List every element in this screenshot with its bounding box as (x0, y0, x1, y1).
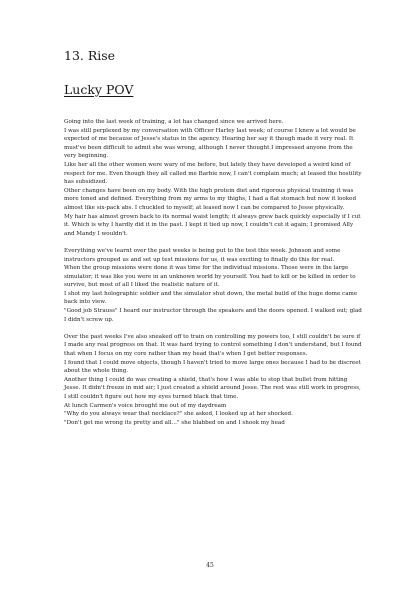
chapter-title: 13. Rise (64, 48, 116, 63)
paragraph: "Don't get me wrong its pretty and all..." she blabbed on and I shook my head (64, 419, 285, 426)
paragraph: I found that I could move objects, though I haven't tried to move large ones because I had to be discreet about the whole thing. (64, 359, 361, 375)
paragraph: Other changes have been on my body. With the high protein diet and rigorous physical training it was more toned and defined. Everything from my arms to my thighs, I had a flat stomach but now it looked almost like six-pack abs. I chuckled to myself; at leased now I can be compared to Jesse physically. (64, 187, 357, 211)
paragraph-break (64, 238, 364, 247)
paragraph: Going into the last week of training, a lot has changed since we arrived here. (64, 119, 284, 125)
paragraph: Over the past weeks I've also sneaked off to train on controlling my powers too, I still couldn't be sure if I made any real progress on that. It was hard trying to control something I don't understand, but I found that when I focus on my core rather than my head that's when I get better responses. (64, 333, 362, 358)
paragraph: My hair has almost grown back to its normal waist length; it always grew back quickly especially if I cut it. Which is why I hardly did it in the past. I kept it tied up now, I couldn't cut it again; I promised Ally and Mandy I wouldn't. (64, 213, 361, 237)
paragraph: I shot my last holographic soldier and the simulator shut down, the metal build of the huge dome came back into view. (64, 290, 358, 306)
paragraph: Like her all the other women were wary of me before, but lately they have developed a weird kind of respect for me. Even though they all called me Barbie now, I can't complain much; at leased the hostility has subsidized. (64, 161, 362, 186)
paragraph: When the group missions were done it was time for the individual missions. Those were in the large simulator; it was like you were in an unknown world by yourself. You had to kill or be killed in order to survive, but most of all I liked the realistic nature of it. (64, 265, 356, 289)
paragraph: "Good job Strauss" I heard our instructor through the speakers and the doors opened. I walked out; glad I didn't screw up. (64, 308, 362, 323)
paragraph: Another thing I could do was creating a shield, that's how I was able to stop that bullet from hitting Jesse. It didn't freeze in mid air; I just created a shield around Jesse. The rest was still work in progress, I still couldn't figure out how my eyes turned black that time. (64, 376, 361, 400)
paragraph-break (64, 324, 364, 333)
page-number: 45 (206, 562, 214, 569)
paragraph: Everything we've learnt over the past weeks is being put to the test this week. Johnson and some instructors grouped us and set up test missions for us, it was exciting to finally do this for real. (64, 247, 341, 263)
paragraph: I was still perplexed by my conversation with Officer Harley last week; of course I knew a lot would be expected of me because of Jesse's status in the agency. Hearing her say it though made it very real. It must've been difficult to admit she was wrong, although I never thought I impressed anyone from the very beginning. (64, 127, 356, 160)
paragraph: "Why do you always wear that necklace?" she asked, I looked up at her shocked. (64, 411, 293, 418)
paragraph: At lunch Carmen's voice brought me out of my daydream (64, 402, 227, 409)
section-title: Lucky POV (64, 82, 134, 97)
body-text (64, 118, 364, 427)
